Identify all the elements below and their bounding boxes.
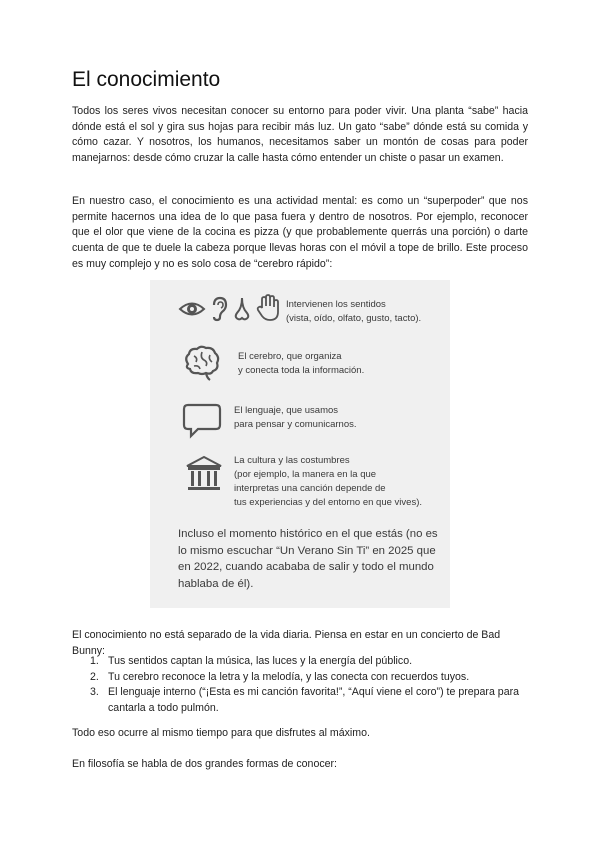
hand-icon (256, 294, 280, 322)
list-item-number: 1. (90, 655, 99, 667)
speech-bubble-icon (182, 402, 222, 440)
brain-row (150, 342, 450, 386)
language-line-2: para pensar y comunicarnos. (234, 419, 357, 430)
paragraph-same-time: Todo eso ocurre al mismo tiempo para que disfrutes al máximo. (72, 727, 370, 739)
paragraph-philosophy: En filosofía se habla de dos grandes formas de conocer: (72, 758, 338, 770)
culture-row (150, 452, 450, 518)
list-item-text: Tus sentidos captan la música, las luces y la energía del público. (108, 655, 413, 667)
history-note: Incluso el momento histórico en el que estás (no es lo mismo escuchar “Un Verano Sin Ti” en 2025 que en 2022, cuando acababa de salir y todo el mundo hablaba de él). (178, 528, 438, 590)
list-item-text: Tu cerebro reconoce la letra y la melodía, y las conecta con recuerdos tuyos. (108, 670, 470, 683)
concert-steps-list (72, 654, 528, 717)
culture-line-2: (por ejemplo, la manera en la que (234, 469, 377, 480)
language-line-1: El lenguaje, que usamos (234, 405, 339, 416)
list-item-text: El lenguaje interno (“¡Esta es mi canción favorita!”, “Aquí viene el coro”) te prepara para cantarla a todo pulmón. (108, 686, 519, 715)
culture-line-1: La cultura y las costumbres (234, 455, 350, 466)
language-row (150, 398, 450, 442)
list-item-number: 3. (90, 686, 99, 699)
nose-icon (232, 296, 252, 322)
culture-line-3: interpretas una canción depende de (234, 483, 386, 494)
senses-line-1: Intervienen los sentidos (286, 299, 386, 310)
knowledge-infographic (150, 280, 450, 608)
paragraph-concert: El conocimiento no está separado de la vida diaria. Piensa en estar en un concierto de Bad Bunny: (72, 629, 501, 657)
paragraph-mental-activity: En nuestro caso, el conocimiento es una actividad mental: es como un “superpoder” que nos permite hacernos una idea de lo que pasa fuera y dentro de nosotros. Por ejemplo, reconocer que el olor que viene de la cocina es pizza (y que probablemente querrás una porción) o darte cuenta de que te duele la cabeza porque llevas horas con el móvil a tope de brillo. Este proceso es muy complejo y no es solo cosa de “cerebro rápido”: (72, 195, 528, 270)
list-item (72, 670, 528, 686)
list-item-number: 2. (90, 670, 99, 683)
list-item (72, 685, 528, 716)
brain-line-1: El cerebro, que organiza (238, 351, 342, 362)
museum-building-icon (184, 454, 224, 494)
brain-line-2: y conecta toda la información. (238, 365, 365, 376)
paragraph-intro: Todos los seres vivos necesitan conocer su entorno para poder vivir. Una planta “sabe” hacia dónde está el sol y gira sus hojas para recibir más luz. Un gato “sabe” dónde está su comida y cómo cazar. Y nosotros, los humanos, necesitamos saber un montón de cosas para poder manejarnos: desde cómo cruzar la calle hasta cómo entender un chiste o pasar un examen. (72, 105, 528, 165)
brain-icon (182, 344, 222, 384)
eye-icon (178, 298, 206, 320)
ear-icon (210, 296, 228, 322)
senses-row (150, 294, 450, 334)
list-item (72, 654, 528, 670)
page-title: El conocimiento (72, 68, 221, 91)
senses-line-2: (vista, oído, olfato, gusto, tacto). (286, 313, 422, 324)
culture-line-4: tus experiencias y del entorno en que vives). (234, 497, 422, 508)
